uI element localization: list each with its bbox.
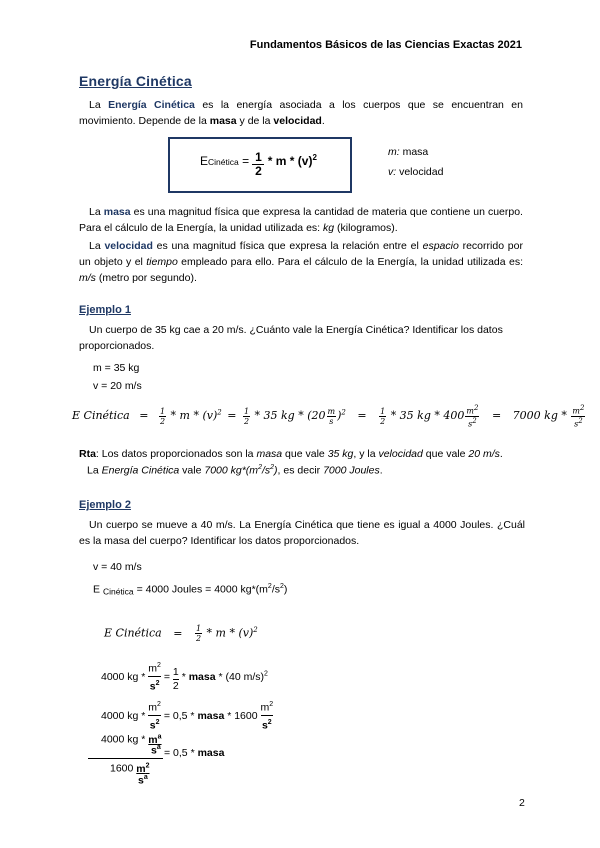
rta-text: La	[87, 464, 102, 477]
formula-box	[168, 137, 352, 193]
page-number: 2	[519, 797, 525, 809]
sup-2: 2	[157, 701, 161, 708]
sup-2: 2	[264, 670, 268, 678]
frac-num: m	[327, 406, 336, 416]
rta-7000: 7000 kg*(m	[204, 464, 259, 477]
dato-text: )	[283, 583, 288, 596]
formula-e: E	[200, 154, 209, 168]
intro-text: y de la	[236, 115, 274, 127]
legend-v-text: velocidad	[396, 166, 444, 178]
frac-num: m	[466, 406, 474, 416]
math-part: * 35 kg * 400	[390, 409, 465, 423]
unit-fraction	[148, 698, 161, 732]
frac-den: 2	[195, 634, 202, 643]
intro-text: .	[321, 115, 325, 127]
ejemplo-1-statement: Un cuerpo de 35 kg cae a 20 m/s. ¿Cuánto vale la Energía Cinética? Identificar los datos proporcionados.	[79, 324, 503, 352]
legend-v-sym: v:	[388, 166, 397, 178]
rta-text: .	[499, 448, 503, 460]
math-m2s2	[465, 404, 479, 428]
rta-35kg: 35 kg	[327, 448, 354, 460]
math-part: )	[337, 409, 342, 423]
legend-m-sym: m:	[388, 146, 400, 158]
ejemplo-1-rta-line2	[87, 464, 383, 477]
unit-m: m	[148, 662, 158, 675]
frac-num: 1	[159, 406, 166, 416]
frac-den: 2	[172, 680, 179, 692]
legend-m-text: masa	[399, 146, 429, 158]
half-fraction	[173, 666, 179, 693]
unit-kg: kg	[323, 222, 335, 234]
frac-den: s	[329, 416, 334, 426]
sup-2: 2	[473, 404, 479, 412]
formula-num: 1	[252, 151, 264, 165]
frac-den: 2	[380, 416, 386, 426]
ejemplo-2-statement: Un cuerpo se mueve a 40 m/s. La Energía Cinética que tiene es igual a 4000 Joules. ¿Cuál es la masa del cuerpo? Identificar los datos proporcionados.	[79, 519, 525, 547]
sup-a: a	[157, 733, 162, 740]
formula-exp: 2	[312, 153, 317, 162]
rta-energia: Energía Cinética	[101, 464, 180, 477]
sup-2: 2	[145, 762, 150, 769]
formula-rest: * m * (v)	[267, 154, 313, 168]
intro-paragraph	[79, 97, 523, 129]
dato-text: = 4000 Joules = 4000 kg*(m	[133, 583, 268, 596]
math-eq: =	[139, 409, 149, 423]
step-3-fraction-line	[88, 758, 163, 759]
rta-text: .	[379, 464, 383, 477]
unit-s: s	[138, 774, 144, 787]
ejemplo-2-dato-energia	[93, 583, 287, 597]
sup-2: 2	[269, 701, 274, 708]
ejemplo-2-dato-velocidad: v = 40 m/s	[93, 561, 142, 573]
masa-text: La	[89, 206, 104, 218]
rta-text: que vale	[282, 448, 328, 460]
step-text: = 0,5 *	[164, 747, 198, 759]
sup-2: 2	[155, 718, 160, 726]
math-half	[379, 407, 386, 426]
rta-text: , y la	[353, 448, 379, 460]
step-text: 4000 kg *	[101, 671, 149, 683]
sup-2: 2	[155, 679, 160, 687]
term-velocidad: velocidad	[273, 115, 322, 127]
math-m2s2	[571, 404, 585, 428]
masa-paragraph	[79, 204, 523, 236]
masa-text: es una magnitud física que expresa la cantidad de materia que contiene un cuerpo. Para el cálculo de la Energía, la unidad utilizada es:	[79, 206, 523, 234]
frac-num: m	[572, 406, 580, 416]
masa-text: (kilogramos).	[334, 222, 398, 234]
math-result: 7000 kg *	[512, 409, 567, 423]
formula-den: 2	[255, 164, 262, 178]
sup-2: 2	[267, 718, 272, 726]
unit-s: s	[149, 680, 156, 692]
step-text: = 0,5 *	[160, 710, 198, 722]
math-lhs: E Cinética	[104, 626, 162, 640]
legend-m	[388, 146, 428, 158]
unit-fraction	[148, 659, 161, 693]
unit-fraction	[261, 698, 274, 732]
rta-velocidad: velocidad	[378, 448, 423, 460]
unit-m: m	[260, 701, 270, 714]
rta-text: : Los datos proporcionados son la	[95, 448, 257, 460]
math-eq: =	[173, 626, 183, 640]
math-ms	[327, 407, 337, 426]
sup-2: 2	[472, 416, 477, 425]
vel-text: empleado para ello. Para el cálculo de la Energía, la unidad utilizada es:	[177, 256, 523, 268]
math-lhs: E Cinética	[72, 409, 130, 423]
formula-eq: =	[238, 154, 253, 168]
rta-text: que vale	[422, 448, 469, 460]
page-header: Fundamentos Básicos de las Ciencias Exactas 2021	[249, 39, 522, 51]
unit-s: s	[261, 719, 268, 731]
ejemplo-1-title: Ejemplo 1	[79, 304, 131, 316]
step-masa: masa	[188, 671, 216, 683]
sup-a: a	[156, 744, 161, 751]
math-exp: 2	[217, 408, 222, 417]
intro-text: La	[89, 99, 109, 111]
dato-e: E	[93, 583, 101, 596]
ejemplo-2-title: Ejemplo 2	[79, 499, 131, 511]
ejemplo-2-step-3-denominator	[110, 762, 150, 775]
ejemplo-1-rta-line1	[79, 448, 503, 460]
math-eq: =	[357, 409, 367, 423]
frac-den: 2	[243, 416, 250, 426]
unit-ms: m/s	[79, 272, 96, 284]
sup-2: 2	[270, 464, 275, 471]
ejemplo-1-dato-velocidad: v = 20 m/s	[93, 380, 142, 392]
step-masa: masa	[197, 710, 225, 722]
frac-num: 1	[380, 406, 386, 416]
frac-num: 1	[195, 624, 202, 633]
ejemplo-2-step-2	[101, 698, 273, 732]
math-exp: 2	[253, 625, 258, 634]
math-part: * m * (v)	[206, 626, 254, 640]
math-half	[159, 407, 166, 426]
step-text: * 1600	[224, 710, 261, 722]
frac-den: 2	[159, 416, 166, 426]
math-exp: 2	[341, 408, 346, 417]
step-masa: masa	[197, 747, 225, 759]
rta-7000: )	[274, 464, 278, 477]
term-tiempo: tiempo	[146, 256, 178, 268]
section-title: Energía Cinética	[79, 73, 192, 89]
step-text: 1600	[110, 762, 137, 775]
sup-2: 2	[578, 416, 583, 425]
velocidad-paragraph	[79, 238, 523, 286]
dato-text: /s	[271, 583, 280, 596]
ejemplo-2-step-3-den-s	[138, 774, 148, 787]
rta-text: , es decir	[277, 464, 324, 477]
term-espacio: espacio	[422, 240, 459, 252]
rta-text: vale	[179, 464, 205, 477]
math-part: * m * (v)	[170, 409, 218, 423]
ejemplo-1-calculation	[72, 404, 586, 428]
ejemplo-1-dato-masa: m = 35 kg	[93, 362, 140, 374]
step-text: 4000 kg *	[101, 710, 149, 722]
ejemplo-2-formula	[104, 624, 258, 643]
rta-7000: /s	[261, 464, 271, 477]
frac-num: 1	[243, 406, 250, 416]
rta-label: Rta	[79, 448, 96, 460]
unit-s: s	[151, 744, 157, 757]
math-half	[195, 624, 202, 643]
rta-20ms: 20 m/s	[468, 448, 500, 460]
step-text: *	[181, 671, 189, 683]
term-energia-cinetica: Energía Cinética	[108, 99, 195, 111]
vel-text: recorrido por un objeto y el	[79, 240, 523, 268]
sup-2: 2	[258, 464, 262, 471]
sup-2: 2	[157, 662, 161, 669]
rta-joules: 7000 Joules	[323, 464, 380, 477]
unit-m: m	[136, 762, 146, 775]
step-text: 4000 kg *	[101, 733, 149, 746]
dato-sub: Cinética	[102, 586, 134, 597]
intro-text: es la energía asociada a los cuerpos que se encuentran en movimiento. Depende de la	[79, 99, 523, 127]
rta-masa: masa	[256, 448, 283, 460]
term-masa: masa	[209, 115, 237, 127]
term-velocidad: velocidad	[104, 240, 153, 252]
formula	[200, 151, 317, 178]
math-part: * 35 kg * (20	[254, 409, 326, 423]
formula-fraction	[252, 151, 264, 178]
vel-text: es una magnitud física que expresa la relación entre el	[152, 240, 423, 252]
math-eq: =	[227, 409, 237, 423]
vel-text: La	[89, 240, 105, 252]
ejemplo-2-step-1	[101, 659, 268, 693]
frac-den: s	[468, 419, 473, 429]
frac-den: s	[574, 419, 579, 429]
math-eq: =	[491, 409, 502, 423]
unit-m: m	[148, 701, 158, 714]
sup-2: 2	[280, 583, 284, 590]
step-text: =	[160, 671, 173, 683]
sup-a: a	[143, 774, 148, 781]
term-masa: masa	[103, 206, 131, 218]
ejemplo-2-step-3-s	[151, 744, 161, 757]
legend-v	[388, 166, 443, 178]
formula-subscript: Cinética	[208, 157, 239, 167]
step-text: * (40 m/s)	[215, 671, 264, 683]
math-half	[243, 407, 250, 426]
ejemplo-2-step-3-rhs	[164, 747, 224, 759]
unit-s: s	[149, 719, 156, 731]
frac-num: 1	[172, 666, 179, 678]
vel-text: (metro por segundo).	[95, 272, 197, 284]
sup-2: 2	[579, 404, 585, 412]
unit-m: m	[148, 733, 158, 746]
sup-2: 2	[267, 583, 272, 590]
